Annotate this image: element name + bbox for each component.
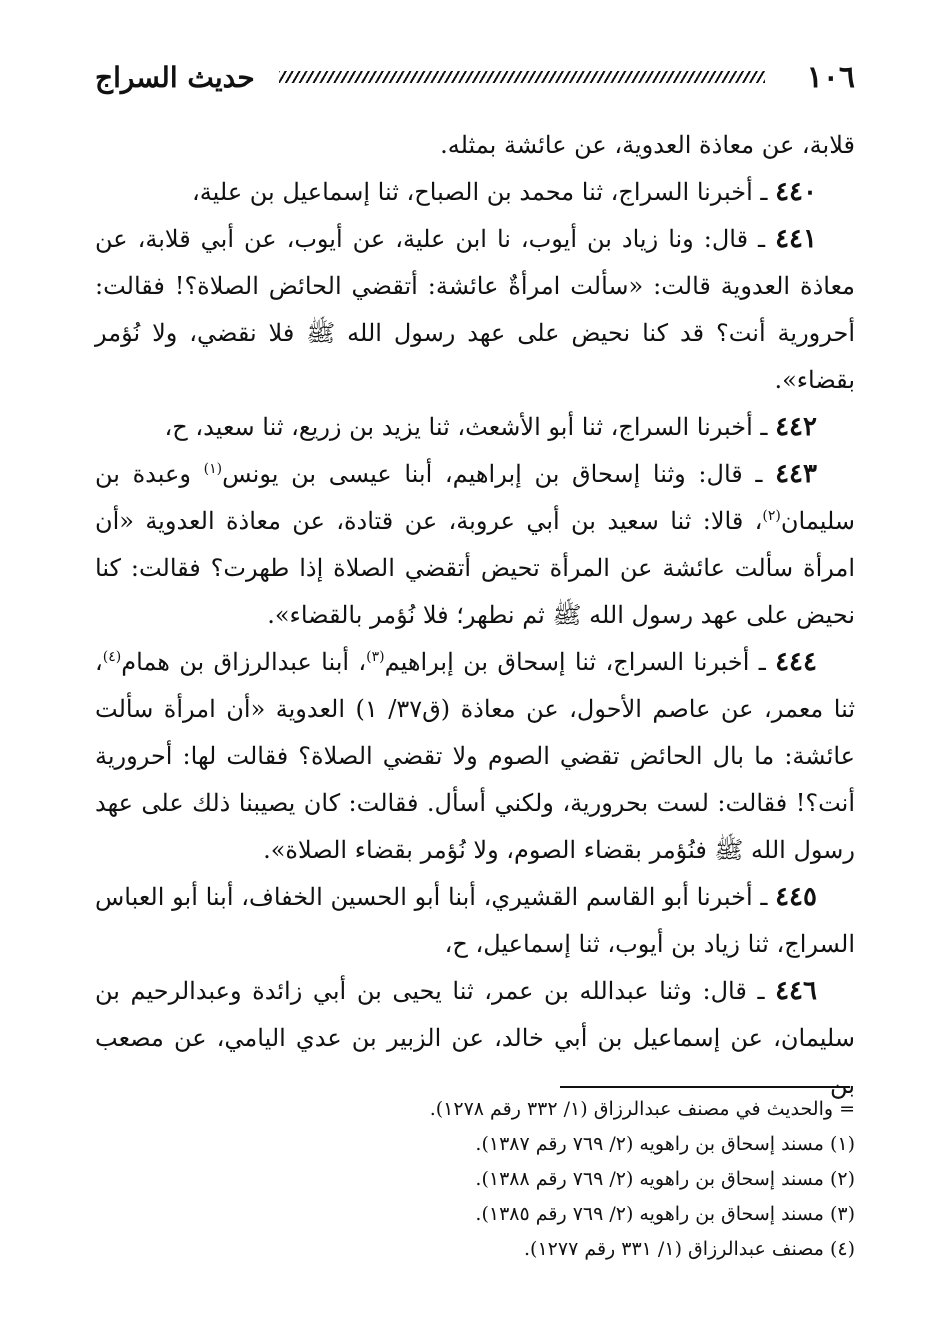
- footnote-ref: (٢): [762, 508, 781, 524]
- hadith-number: ٤٤١: [775, 224, 817, 254]
- paragraph-text: ـ قال: وثنا إسحاق بن إبراهيم، أبنا عيسى بن يونس: [222, 460, 763, 488]
- paragraph-text: ـ أخبرنا السراج، ثنا محمد بن الصباح، ثنا إسماعيل بن علية،: [192, 178, 768, 206]
- hadith-number: ٤٤٢: [775, 412, 817, 442]
- body-text: [95, 122, 855, 1109]
- page-number: ١٠٦: [806, 59, 855, 95]
- footnote-ref: (٣): [366, 649, 385, 665]
- footnotes: [95, 1092, 855, 1267]
- paragraph-text: ـ قال: ونا زياد بن أيوب، نا ابن علية، عن أيوب، عن أبي قلابة، عن معاذة العدوية قالت: «سألت امرأةٌ عائشة: أتقضي الحائض الصلاة؟! فقالت: أحرورية أنت؟ قد كنا نحيض على عهد رسول الله ﷺ فلا نقضي، ولا نُؤمر بقضاء».: [95, 225, 855, 394]
- hadith-441: [95, 216, 855, 404]
- footnote: (٣) مسند إسحاق بن راهويه (٢/ ٧٦٩ رقم ١٣٨٥).: [475, 1203, 855, 1225]
- footnote: (١) مسند إسحاق بن راهويه (٢/ ٧٦٩ رقم ١٣٨٧).: [475, 1133, 855, 1155]
- paragraph: [95, 122, 855, 169]
- hadith-444: [95, 639, 855, 874]
- footnote: (٤) مصنف عبدالرزاق (١/ ٣٣١ رقم ١٢٧٧).: [524, 1238, 855, 1260]
- running-title: حديث السراج: [95, 60, 255, 94]
- paragraph-text: ، قالا: ثنا سعيد بن أبي عروبة، عن قتادة، عن معاذة العدوية «أن امرأة سألت عائشة عن المرأة تحيض أتقضي الصلاة إذا طهرت؟ فقالت: كنا نحيض على عهد رسول الله ﷺ ثم نطهر؛ فلا نُؤمر بالقضاء».: [95, 507, 855, 629]
- paragraph-text: ـ أخبرنا السراج، ثنا إسحاق بن إبراهيم: [384, 648, 766, 676]
- hadith-number: ٤٤٤: [775, 647, 817, 677]
- hadith-number: ٤٤٦: [775, 976, 817, 1006]
- footnote: (٢) مسند إسحاق بن راهويه (٢/ ٧٦٩ رقم ١٣٨٨).: [475, 1168, 855, 1190]
- header-rule: [279, 71, 765, 83]
- footnote-ref: (٤): [102, 649, 122, 665]
- paragraph-text: ـ أخبرنا أبو القاسم القشيري، أبنا أبو الحسين الخفاف، أبنا أبو العباس السراج، ثنا زياد بن أيوب، ثنا إسماعيل، ح،: [95, 883, 855, 958]
- paragraph-text: قلابة، عن معاذة العدوية، عن عائشة بمثله.: [440, 131, 855, 159]
- hadith-number: ٤٤٥: [775, 882, 817, 912]
- hadith-442: [95, 404, 855, 451]
- paragraph-text: ـ أخبرنا السراج، ثنا أبو الأشعث، ثنا يزيد بن زريع، ثنا سعيد، ح،: [164, 413, 768, 441]
- footnote-separator: [560, 1086, 850, 1088]
- paragraph-text: ـ قال: وثنا عبدالله بن عمر، ثنا يحيى بن أبي زائدة وعبدالرحيم بن سليمان، عن إسماعيل بن أبي خالد، عن الزبير بن عدي اليامي، عن مصعب بن: [95, 977, 855, 1099]
- hadith-number: ٤٤٣: [775, 459, 817, 489]
- hadith-445: [95, 874, 855, 968]
- page-header: [95, 52, 855, 102]
- paragraph-text: ، ثنا معمر، عن عاصم الأحول، عن معاذة (ق٣٧/ ١) العدوية «أن امرأة سألت عائشة: ما بال الحائض تقضي الصوم ولا تقضي الصلاة؟ فقالت لها: أحرورية أنت؟! فقالت: لست بحرورية، ولكني أسأل. فقالت: كان يصيبنا ذلك على عهد رسول الله ﷺ فنُؤمر بقضاء الصوم، ولا نُؤمر بقضاء الصلاة».: [95, 648, 855, 864]
- paragraph-text: وعبدة بن سليمان: [95, 460, 855, 535]
- hadith-443: [95, 451, 855, 639]
- footnote: = والحديث في مصنف عبدالرزاق (١/ ٣٣٢ رقم ١٢٧٨).: [429, 1098, 855, 1120]
- hadith-number: ٤٤٠: [775, 177, 817, 207]
- paragraph-text: ، أبنا عبدالرزاق بن همام: [121, 648, 367, 676]
- footnote-ref: (١): [203, 461, 223, 477]
- hadith-440: [95, 169, 855, 216]
